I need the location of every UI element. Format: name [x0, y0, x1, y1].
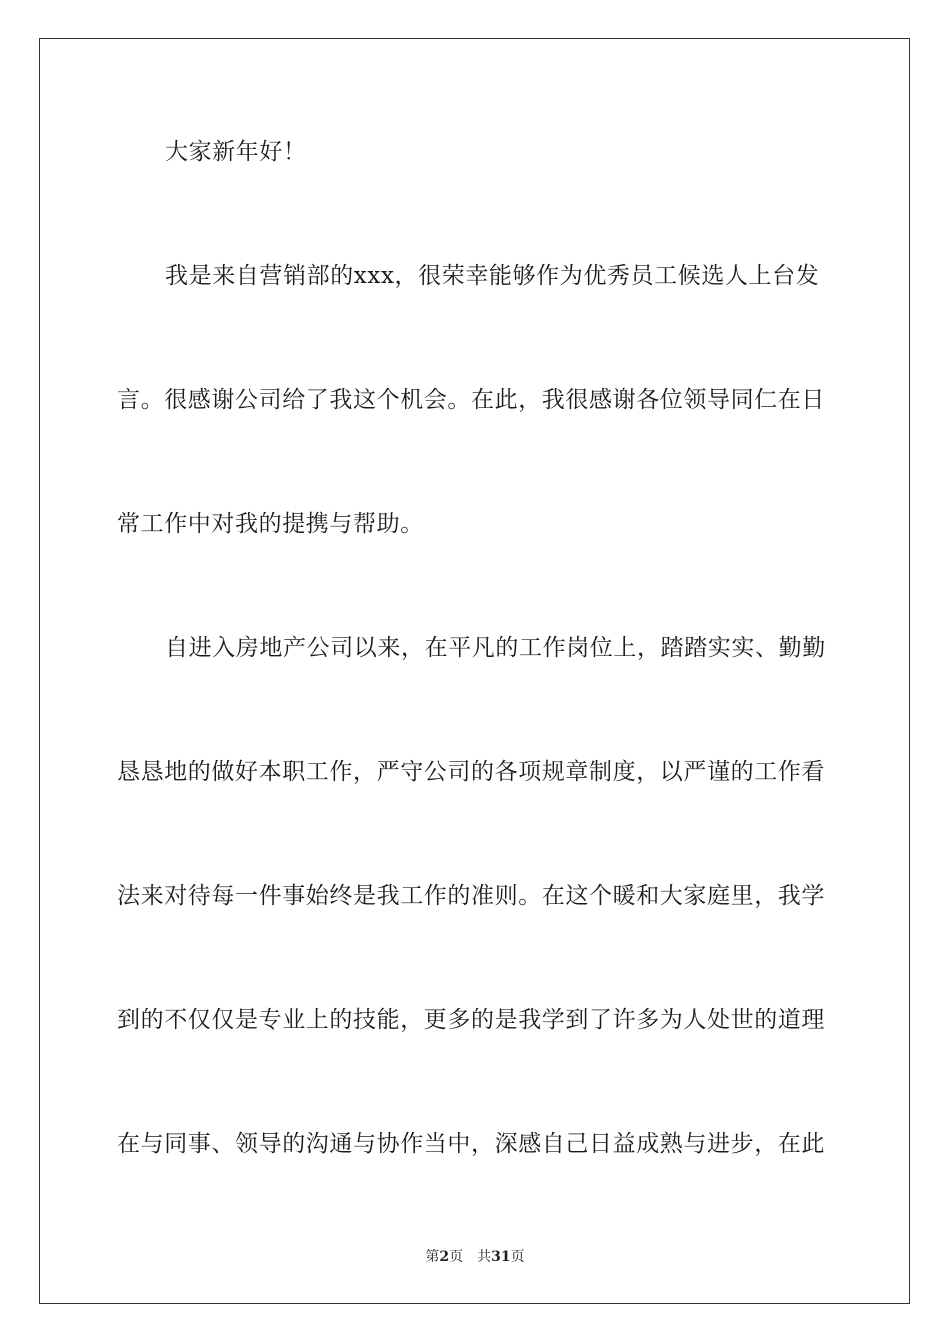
- paragraph-1-line-2: 言。很感谢公司给了我这个机会。在此，我很感谢各位领导同仁在日: [117, 387, 825, 413]
- paragraph-1-line-3: 常工作中对我的提携与帮助。: [117, 511, 424, 537]
- paragraph-2-line-3: 法来对待每一件事始终是我工作的准则。在这个暖和大家庭里，我学: [117, 883, 825, 909]
- paragraph-2-line-4: 到的不仅仅是专业上的技能，更多的是我学到了许多为人处世的道理: [117, 1007, 825, 1033]
- paragraph-2-line-5: 在与同事、领导的沟通与协作当中，深感自己日益成熟与进步，在此: [117, 1131, 825, 1157]
- total-suffix: 页: [510, 1249, 525, 1265]
- page-border: [39, 38, 910, 1304]
- page-suffix: 页: [449, 1249, 464, 1265]
- paragraph-2-line-2: 恳恳地的做好本职工作，严守公司的各项规章制度，以严谨的工作看: [117, 759, 825, 785]
- page-prefix: 第: [425, 1249, 440, 1265]
- paragraph-1-line-1: 我是来自营销部的xxx，很荣幸能够作为优秀员工候选人上台发: [165, 263, 820, 289]
- total-pages: 31: [491, 1249, 511, 1265]
- page-number: 2: [439, 1249, 450, 1265]
- greeting-line: 大家新年好！: [165, 139, 307, 165]
- paragraph-2-line-1: 自进入房地产公司以来，在平凡的工作岗位上，踏踏实实、勤勤: [165, 635, 826, 661]
- page-footer: [0, 1247, 950, 1267]
- total-prefix: 共: [477, 1249, 492, 1265]
